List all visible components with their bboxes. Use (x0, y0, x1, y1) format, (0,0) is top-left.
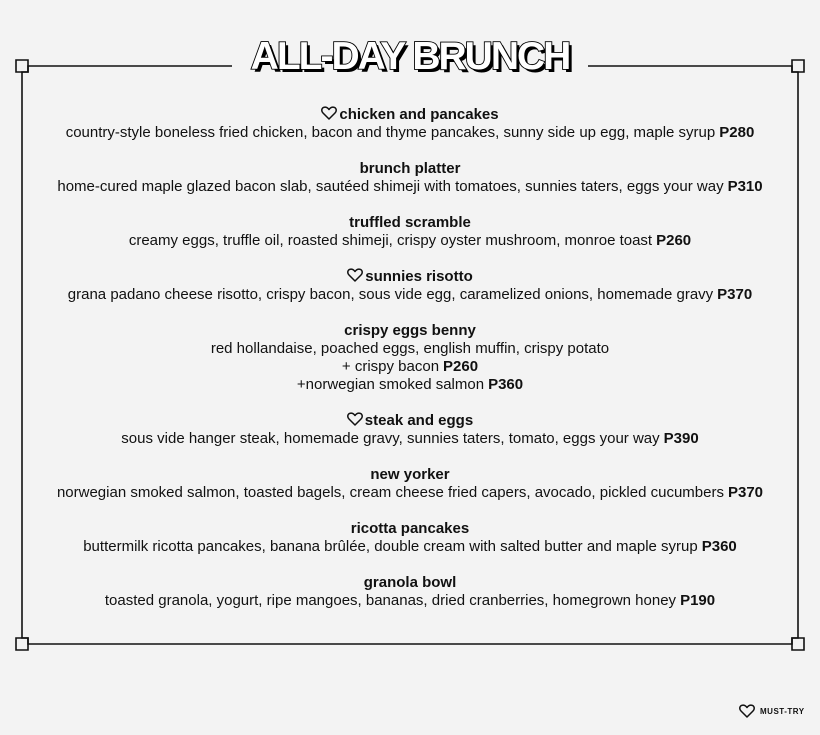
menu-item (14, 106, 806, 142)
menu-item-title (14, 106, 806, 124)
menu-item (14, 214, 806, 250)
menu-list (14, 106, 806, 628)
menu-item-description-text: + crispy bacon (341, 358, 440, 375)
menu-item-title (14, 574, 806, 592)
heart-icon (739, 704, 755, 718)
menu-item-price: P360 (488, 376, 524, 393)
menu-item-title (14, 520, 806, 538)
menu-item-price: P190 (680, 592, 716, 609)
title-banner (232, 29, 588, 85)
menu-item-description (14, 592, 806, 610)
menu-item-description-text: sous vide hanger steak, homemade gravy, sunnies taters, tomato, eggs your way (121, 430, 660, 447)
menu-item (14, 322, 806, 394)
menu-item-price: P370 (727, 484, 764, 501)
heart-icon (347, 268, 363, 282)
menu-item (14, 412, 806, 448)
menu-item (14, 466, 806, 502)
menu-item-name: brunch platter (359, 160, 461, 177)
menu-item-price: P260 (656, 232, 692, 249)
menu-item-description (14, 538, 806, 556)
menu-item-description-text: +norwegian smoked salmon (296, 376, 485, 393)
menu-item-title (14, 466, 806, 484)
menu-item-name: truffled scramble (349, 214, 471, 231)
menu-item-description (14, 232, 806, 250)
legend-label: MUST-TRY (760, 706, 805, 716)
menu-item (14, 268, 806, 304)
menu-item-description (14, 358, 806, 376)
menu-item-price: P260 (443, 358, 479, 375)
menu-item-description (14, 286, 806, 304)
menu-item-description (14, 340, 806, 358)
menu-item-name: new yorker (370, 466, 450, 483)
menu-item-price: P360 (701, 538, 737, 555)
menu-item-title (14, 268, 806, 286)
menu-item-title (14, 412, 806, 430)
menu-item (14, 520, 806, 556)
menu-item-description (14, 484, 806, 502)
menu-item-description-text: country-style boneless fried chicken, bacon and thyme pancakes, sunny side up egg, maple syrup (65, 124, 716, 141)
page-title: ALL-DAY BRUNCH (250, 35, 570, 78)
heart-icon (321, 106, 337, 120)
menu-item-name: chicken and pancakes (339, 106, 499, 123)
menu-item-name: sunnies risotto (365, 268, 473, 285)
menu-item-name: ricotta pancakes (350, 520, 470, 537)
menu-item-title (14, 214, 806, 232)
menu-item-description (14, 376, 806, 394)
menu-item-description (14, 430, 806, 448)
menu-item-description-text: home-cured maple glazed bacon slab, sautéed shimeji with tomatoes, sunnies taters, eggs your way (57, 178, 724, 195)
menu-item-description-text: norwegian smoked salmon, toasted bagels, cream cheese fried capers, avocado, pickled cucumbers (56, 484, 724, 501)
menu-item-description-text: grana padano cheese risotto, crispy bacon, sous vide egg, caramelized onions, homemade gravy (67, 286, 714, 303)
heart-icon (347, 412, 363, 426)
menu-item-description-text: red hollandaise, poached eggs, english muffin, crispy potato (210, 340, 610, 357)
must-try-legend (739, 703, 805, 719)
menu-item-description-text: buttermilk ricotta pancakes, banana brûlée, double cream with salted butter and maple syrup (83, 538, 698, 555)
menu-item-title (14, 160, 806, 178)
menu-item (14, 160, 806, 196)
menu-item-price: P310 (727, 178, 763, 195)
menu-item-description (14, 178, 806, 196)
menu-item-name: crispy eggs benny (344, 322, 476, 339)
menu-item-price: P390 (663, 430, 699, 447)
menu-item-name: steak and eggs (364, 412, 474, 429)
menu-item-price: P280 (719, 124, 755, 141)
menu-item-price: P370 (717, 286, 753, 303)
menu-item-description-text: toasted granola, yogurt, ripe mangoes, bananas, dried cranberries, homegrown honey (104, 592, 677, 609)
menu-item-name: granola bowl (363, 574, 457, 591)
menu-item (14, 574, 806, 610)
menu-item-description-text: creamy eggs, truffle oil, roasted shimeji, crispy oyster mushroom, monroe toast (128, 232, 653, 249)
menu-item-title (14, 322, 806, 340)
menu-item-description (14, 124, 806, 142)
